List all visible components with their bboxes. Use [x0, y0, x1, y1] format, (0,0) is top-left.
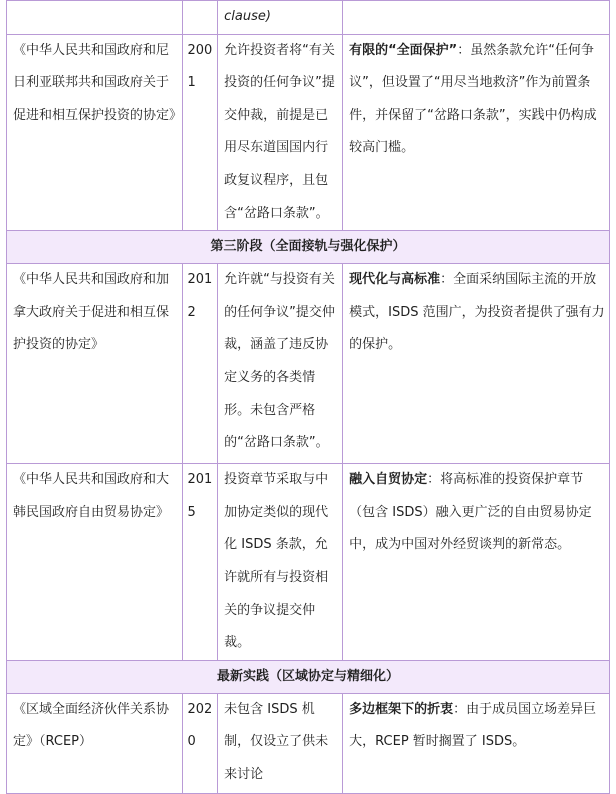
isds-text: clause)	[224, 9, 271, 24]
table-row	[7, 1, 610, 35]
assessment-text: ：将高标准的投资保护章节（包含 ISDS）融入更广泛的自由贸易协定中，成为中国对外经贸谈判的新常态。	[349, 472, 592, 553]
isds-cell: 未包含 ISDS 机制，仅设立了供未来讨论	[218, 693, 343, 793]
assessment-title: 有限的“全面保护”	[349, 42, 458, 58]
section-title: 第三阶段（全面接轨与强化保护）	[7, 231, 610, 264]
section-header	[7, 231, 610, 264]
year-cell: 2020	[183, 693, 218, 793]
treaty-cell: 《中华人民共和国政府和大韩民国政府自由贸易协定》	[7, 464, 183, 661]
isds-cell: 允许投资者将“有关投资的任何争议”提交仲裁，前提是已用尽东道国国内行政复议程序，且包含“岔路口条款”。	[218, 34, 343, 231]
assessment-cell	[343, 1, 610, 35]
year-cell: 2015	[183, 464, 218, 661]
assessment-text: ：虽然条款允许“任何争议”，但设置了“用尽当地救济”作为前置条件，并保留了“岔路口条款”，实践中仍构成较高门槛。	[349, 42, 597, 156]
table-row	[7, 464, 610, 661]
assessment-cell	[343, 464, 610, 661]
table-row	[7, 264, 610, 464]
table-row	[7, 34, 610, 231]
assessment-title: 融入自贸协定	[349, 472, 428, 488]
assessment-cell	[343, 264, 610, 464]
year-cell	[183, 1, 218, 35]
treaty-comparison-table	[6, 0, 610, 794]
assessment-text: ：全面采纳国际主流的开放模式，ISDS 范围广，为投资者提供了强有力的保护。	[349, 272, 605, 353]
year-cell: 2001	[183, 34, 218, 231]
assessment-title: 现代化与高标准	[349, 272, 441, 288]
treaty-cell: 《中华人民共和国政府和加拿大政府关于促进和相互保护投资的协定》	[7, 264, 183, 464]
treaty-cell	[7, 1, 183, 35]
year-cell: 2012	[183, 264, 218, 464]
assessment-title: 多边框架下的折衷	[349, 701, 454, 717]
assessment-cell	[343, 34, 610, 231]
table-row	[7, 693, 610, 793]
isds-cell	[218, 1, 343, 35]
assessment-cell	[343, 693, 610, 793]
isds-cell: 允许就“与投资有关的任何争议”提交仲裁，涵盖了违反协定义务的各类情形。未包含严格的“岔路口条款”。	[218, 264, 343, 464]
assessment-text: ：由于成员国立场差异巨大，RCEP 暂时搁置了 ISDS。	[349, 701, 597, 750]
section-title: 最新实践（区域协定与精细化）	[7, 660, 610, 693]
treaty-cell: 《中华人民共和国政府和尼日利亚联邦共和国政府关于促进和相互保护投资的协定》	[7, 34, 183, 231]
isds-cell: 投资章节采取与中加协定类似的现代化 ISDS 条款，允许就所有与投资相关的争议提交仲裁。	[218, 464, 343, 661]
section-header	[7, 660, 610, 693]
treaty-cell: 《区域全面经济伙伴关系协定》（RCEP）	[7, 693, 183, 793]
